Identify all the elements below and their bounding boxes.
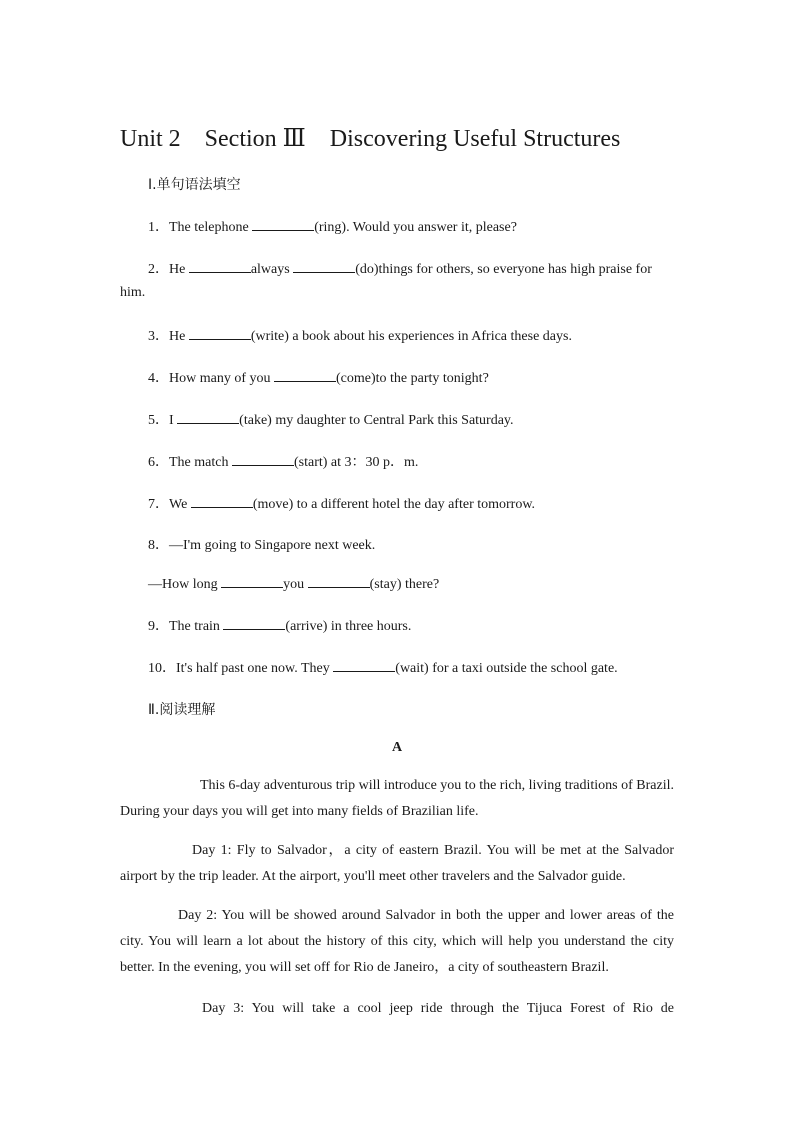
question-text: —I'm going to Singapore next week. bbox=[169, 538, 376, 553]
answer-blank[interactable] bbox=[308, 575, 370, 588]
answer-blank[interactable] bbox=[293, 260, 355, 273]
question-number: 7． bbox=[148, 497, 169, 512]
question-3 bbox=[148, 325, 572, 345]
part1-heading: Ⅰ.单句语法填空 bbox=[148, 177, 241, 193]
question-text: (write) a book about his experiences in Africa these days. bbox=[250, 329, 572, 344]
question-text: He bbox=[169, 262, 189, 277]
question-text: (arrive) in three hours. bbox=[285, 619, 412, 634]
question-number: 4． bbox=[148, 371, 169, 386]
question-9 bbox=[148, 615, 411, 635]
question-text: (wait) for a taxi outside the school gate. bbox=[395, 661, 618, 676]
answer-blank[interactable] bbox=[189, 260, 251, 273]
passage-paragraph: Day 2: You will be showed around Salvador in both the upper and lower areas of the city. You will learn a lot about the history of this city, which will help you understand the city better. In the evening, you will set off for Rio de Janeiro，a city of southeastern Brazil. bbox=[120, 908, 674, 975]
passage-paragraph: This 6-day adventurous trip will introduce you to the rich, living traditions of Brazil. During your days you will get into many fields of Brazilian life. bbox=[120, 778, 674, 819]
question-number: 6． bbox=[148, 455, 169, 470]
answer-blank[interactable] bbox=[232, 453, 294, 466]
question-4 bbox=[148, 367, 489, 387]
question-8 bbox=[148, 534, 375, 554]
question-6 bbox=[148, 451, 418, 471]
question-8-reply bbox=[148, 575, 439, 593]
question-2 bbox=[148, 258, 652, 278]
question-10 bbox=[148, 657, 618, 677]
question-text: you bbox=[283, 577, 308, 592]
question-number: 1． bbox=[148, 220, 169, 235]
page-title: Unit 2 Section Ⅲ Discovering Useful Structures bbox=[120, 126, 621, 152]
answer-blank[interactable] bbox=[274, 369, 336, 382]
answer-blank[interactable] bbox=[177, 411, 239, 424]
answer-blank[interactable] bbox=[223, 617, 285, 630]
question-7 bbox=[148, 493, 535, 513]
question-number: 2． bbox=[148, 262, 169, 277]
answer-blank[interactable] bbox=[333, 659, 395, 672]
question-5 bbox=[148, 409, 514, 429]
passage-label: A bbox=[391, 740, 403, 755]
question-text: I bbox=[169, 413, 178, 428]
question-2-continuation: him. bbox=[120, 285, 146, 300]
question-number: 10． bbox=[148, 661, 176, 676]
question-text: always bbox=[250, 262, 294, 277]
question-text: How many of you bbox=[169, 371, 274, 386]
question-text: (ring). Would you answer it, please? bbox=[314, 220, 517, 235]
question-text: The telephone bbox=[169, 220, 253, 235]
question-text: The match bbox=[169, 455, 232, 470]
question-text: (move) to a different hotel the day after tomorrow. bbox=[252, 497, 536, 512]
answer-blank[interactable] bbox=[221, 575, 283, 588]
part2-heading: Ⅱ.阅读理解 bbox=[148, 702, 216, 718]
answer-blank[interactable] bbox=[189, 327, 251, 340]
question-text: He bbox=[169, 329, 189, 344]
question-text: We bbox=[169, 497, 191, 512]
question-number: 5． bbox=[148, 413, 169, 428]
question-text: (do)things for others, so everyone has high praise for bbox=[355, 262, 652, 277]
question-text: (stay) there? bbox=[369, 577, 440, 592]
question-number: 8． bbox=[148, 538, 169, 553]
question-text: (start) at 3：30 p．m. bbox=[293, 455, 419, 470]
passage-paragraph: Day 3: You will take a cool jeep ride through the Tijuca Forest of Rio de bbox=[202, 1001, 674, 1016]
question-number: 9． bbox=[148, 619, 169, 634]
answer-blank[interactable] bbox=[252, 218, 314, 231]
question-1 bbox=[148, 216, 517, 236]
question-text: —How long bbox=[148, 577, 222, 592]
passage-paragraph: Day 1: Fly to Salvador，a city of eastern Brazil. You will be met at the Salvador airport by the trip leader. At the airport, you'll meet other travelers and the Salvador guide. bbox=[120, 843, 674, 884]
question-text: It's half past one now. They bbox=[176, 661, 334, 676]
question-text: The train bbox=[169, 619, 224, 634]
question-text: (come)to the party tonight? bbox=[336, 371, 489, 386]
question-number: 3． bbox=[148, 329, 169, 344]
answer-blank[interactable] bbox=[191, 495, 253, 508]
question-text: (take) my daughter to Central Park this Saturday. bbox=[239, 413, 514, 428]
